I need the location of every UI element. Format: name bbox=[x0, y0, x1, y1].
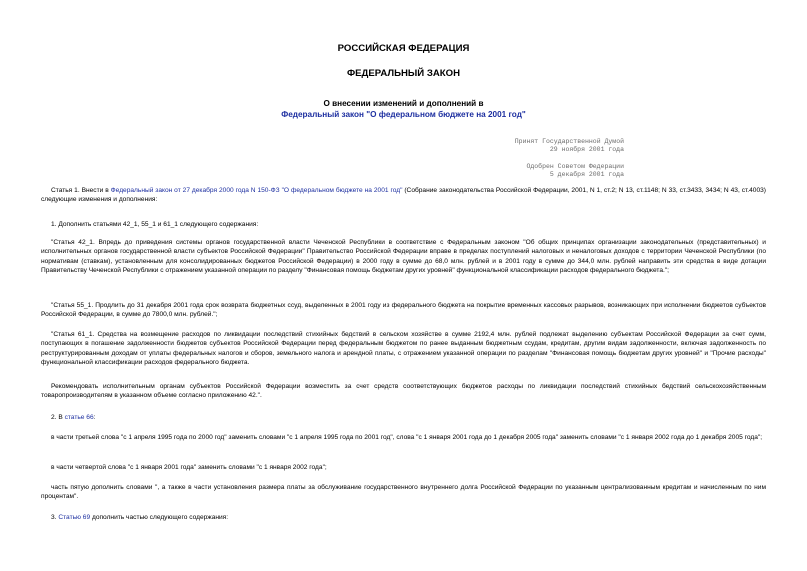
point-3 bbox=[41, 513, 766, 522]
duma-label: Принят Государственной Думой bbox=[514, 138, 624, 145]
law-title: О внесении изменений и дополнений в bbox=[323, 99, 484, 108]
recommend-paragraph: Рекомендовать исполнительным органам субъектов Российской Федерации возместить за счет средств соответствующих бюджетов расходы по ликвидации последствий стихийных бедствий сельскохозяйственным товаропроизводителям в указанном объеме согласно приложению 42.". bbox=[41, 383, 766, 400]
article-1-prefix: Статья 1. Внести в bbox=[51, 187, 111, 194]
point-2-prefix: 2. В bbox=[51, 414, 65, 421]
part-3-paragraph: в части третьей слова "с 1 апреля 1995 года по 2000 год" заменить словами "с 1 апреля 1995 года по 2001 год", слова "с 1 января 2001 года до 1 декабря 2005 года" заменить словами "с 1 января 2002 года до 1 декабря 2005 года"; bbox=[51, 434, 763, 441]
article-55-1: "Статья 55_1. Продлить до 31 декабря 2001 года срок возврата бюджетных ссуд, выделенных в 2001 году из федерального бюджета на покрытие временных кассовых разрывов, возникающих при исполнении бюджетов субъектов Российской Федерации, в сумме до 7800,0 млн. рублей."; bbox=[41, 302, 766, 319]
point-3-suffix: дополнить частью следующего содержания: bbox=[90, 514, 229, 521]
article-1-paragraph bbox=[41, 186, 766, 205]
header-doc-type: ФЕДЕРАЛЬНЫЙ ЗАКОН bbox=[346, 68, 461, 79]
part-4-paragraph: в части четвертой слова "с 1 января 2001 года" заменить словами "с 1 января 2002 года"; bbox=[51, 464, 327, 471]
law-150fz-link[interactable]: Федеральный закон от 27 декабря 2000 года N 150-ФЗ bbox=[110, 187, 280, 194]
article-1-suffix: (Собрание законодательства Российской Федерации, 2001, N 1, ст.2; N 13, ст.1148; N 33, ст.3433, 3434; N 43, ст.4003) следующие изменения и дополнения: bbox=[41, 187, 766, 204]
adoption-info bbox=[470, 138, 624, 179]
article-61-1: "Статья 61_1. Средства на возмещение расходов по ликвидации последствий стихийных бедствий в сельском хозяйстве в сумме 2192,4 млн. рублей подлежат выделению субъектам Российской Федерации за счет сумм, поступающих в погашение задолженности бюджетов субъектов Российской Федерации перед федеральным бюджетом по ранее выданным бюджетным ссудам, кредитам, другим видам задолженности, включая задолженность по реструктурированным доходам от уплаты федеральных налогов и сборов, земельного налога и арендной платы, с отражением указанной операции по разделам "Финансовая помощь бюджетам других уровней" и "Прочие расходы" функциональной классификации расходов федерального бюджета. bbox=[41, 331, 766, 367]
duma-date: 29 ноября 2001 года bbox=[549, 146, 624, 154]
budget-law-link[interactable]: "О федеральном бюджете на 2001 год" bbox=[281, 187, 403, 194]
header-country: РОССИЙСКАЯ ФЕДЕРАЦИЯ bbox=[337, 43, 470, 54]
point-2 bbox=[41, 413, 766, 422]
council-date: 5 декабря 2001 года bbox=[549, 170, 624, 178]
point-1: 1. Дополнить статьями 42_1, 55_1 и 61_1 следующего содержания: bbox=[51, 221, 259, 228]
part-5-paragraph: часть пятую дополнить словами ", а также в части установления размера платы за обслуживание государственного внутреннего долга Российской Федерации по указанным централизованным кредитам и начисленным по ним процентам". bbox=[41, 484, 766, 501]
law-title-link[interactable]: Федеральный закон "О федеральном бюджете на 2001 год" bbox=[281, 110, 526, 119]
article-66-link[interactable]: статье 66 bbox=[64, 414, 94, 421]
council-label: Одобрен Советом Федерации bbox=[526, 162, 624, 170]
article-42-1: "Статья 42_1. Впредь до приведения системы органов государственной власти Чеченской Республики в соответствие с Федеральным законом "Об общих принципах организации законодательных (представительных) и исполнительных органов государственной власти субъектов Российской Федерации" Правительство Российской Федерации вправе в пределах поступлений налоговых и неналоговых доходов с территории Чеченской Республики (по нормативам (ставкам), установленным для консолидированных бюджетов Российской Федерации) в 2000 году в сумме до 68,0 млн. рублей и в 2001 году в сумме до 344,0 млн. рублей направить эти средства в виде дотации Правительству Чеченской Республики с отражением указанной операции по разделу "Финансовая помощь бюджетам других уровней" функциональной классификации расходов федерального бюджета."; bbox=[41, 239, 766, 275]
point-2-suffix: : bbox=[93, 414, 96, 421]
point-3-prefix: 3. bbox=[51, 514, 59, 521]
article-69-link[interactable]: Статью 69 bbox=[58, 514, 91, 521]
